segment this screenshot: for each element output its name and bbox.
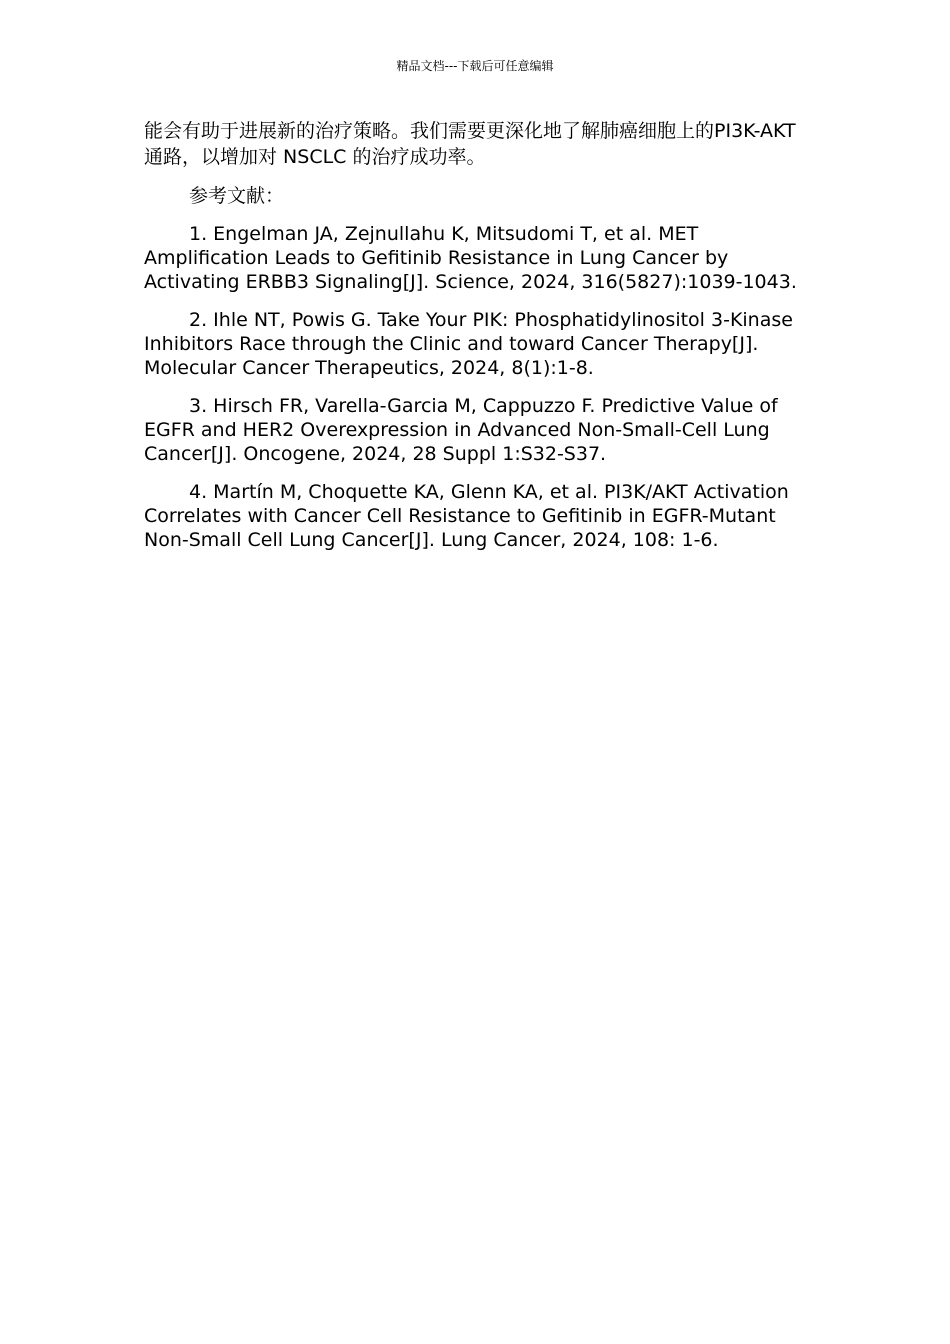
body-paragraph: 能会有助于进展新的治疗策略。我们需要更深化地了解肺癌细胞上的PI3K-AKT 通路，以增加对 NSCLC 的治疗成功率。 bbox=[144, 120, 796, 168]
reference-item-1: 1. Engelman JA, Zejnullahu K, Mitsudomi T, et al. MET Amplification Leads to Gefitinib Resistance in Lung Cancer by Activating ERBB3 Signaling[J]. Science, 2024, 316(5827):1039-1043. bbox=[144, 223, 797, 293]
references-heading: 参考文献： bbox=[189, 185, 285, 207]
reference-item-2: 2. Ihle NT, Powis G. Take Your PIK: Phosphatidylinositol 3-Kinase Inhibitors Race through the Clinic and toward Cancer Therapy[J]. Molecular Cancer Therapeutics, 2024, 8(1):1-8. bbox=[144, 309, 793, 379]
reference-item-3: 3. Hirsch FR, Varella-Garcia M, Cappuzzo F. Predictive Value of EGFR and HER2 Overexpression in Advanced Non-Small-Cell Lung Cancer[J]. Oncogene, 2024, 28 Suppl 1:S32-S37. bbox=[144, 395, 778, 465]
reference-item-4: 4. Martín M, Choquette KA, Glenn KA, et al. PI3K/AKT Activation Correlates with Cancer Cell Resistance to Gefitinib in EGFR-Mutant Non-Small Cell Lung Cancer[J]. Lung Cancer, 2024, 108: 1-6. bbox=[144, 481, 789, 551]
document-body bbox=[144, 118, 808, 566]
page-header: 精品文档---下载后可任意编辑 bbox=[396, 59, 554, 73]
